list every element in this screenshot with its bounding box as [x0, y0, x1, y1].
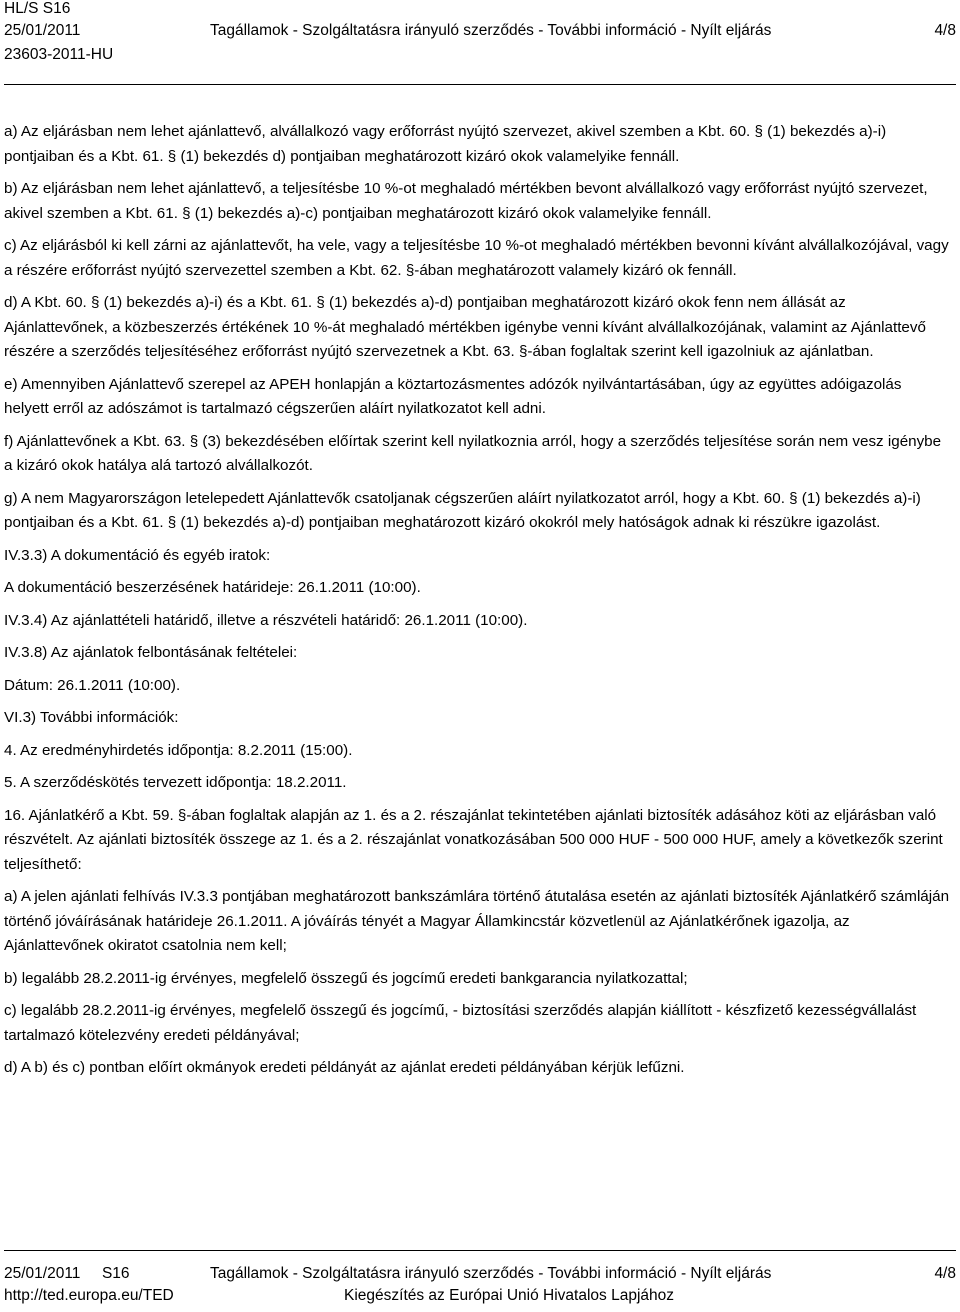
page-header: [4, 0, 956, 68]
section-heading: IV.3.4) Az ajánlattételi határidő, illetve a részvételi határidő: 26.1.2011 (10:00).: [4, 611, 528, 629]
document-body: [4, 120, 950, 1089]
series-label: HL/S S16: [4, 0, 71, 17]
paragraph: b) legalább 28.2.2011-ig érvényes, megfelelő összegű és jogcímű eredeti bankgarancia nyilatkozattal;: [4, 969, 688, 987]
paragraph: g) A nem Magyarországon letelepedett Ajánlattevők csatoljanak cégszerűen aláírt nyilatkozatot arról, hogy a Kbt. 60. § (1) bekezdés a)-i) pontjaiban és a Kbt. 61. § (1) bekezdés a)-d) pontjaiban meghatározott kizáró okokról mely hatóságok adnak ki részükre igazolást.: [4, 489, 921, 531]
footer-date-series: 25/01/2011 S16: [4, 1265, 130, 1282]
footer-publication: Kiegészítés az Európai Unió Hivatalos Lapjához: [344, 1287, 674, 1304]
section-heading: VI.3) További információk:: [4, 709, 179, 726]
document-id: 23603-2011-HU: [4, 46, 114, 63]
footer-page-number: 4/8: [934, 1265, 956, 1282]
paragraph: c) Az eljárásból ki kell zárni az ajánlattevőt, ha vele, vagy a teljesítésbe 10 %-ot meghaladó mértékben bevonni kívánt alvállalkozójával, vagy a részére erőforrást nyújtó szervezettel szemben a Kbt. 62. §-ában meghatározott valamely kizáró ok fennáll.: [4, 237, 949, 279]
paragraph: a) Az eljárásban nem lehet ajánlattevő, alvállalkozó vagy erőforrást nyújtó szervezet, akivel szemben a Kbt. 60. § (1) bekezdés a)-i) pontjaiban és a Kbt. 61. § (1) bekezdés d) pontjaiban meghatározott kizáró okok valamelyike fennáll.: [4, 123, 887, 165]
footer-title: Tagállamok - Szolgáltatásra irányuló szerződés - További információ - Nyílt eljárás: [210, 1265, 772, 1282]
paragraph: A dokumentáció beszerzésének határideje: 26.1.2011 (10:00).: [4, 579, 421, 596]
paragraph: a) A jelen ajánlati felhívás IV.3.3 pontjában meghatározott bankszámlára történő átutalása esetén az ajánlati biztosíték Ajánlatkérő számláján történő jóváírásának határideje 26.1.2011. A jóváírás tényét a Magyar Államkincstár közvetlenül az Ajánlatkérőnek igazolja, az Ajánlattevőnek okiratot csatolnia nem kell;: [4, 888, 950, 954]
header-divider: [4, 84, 956, 85]
paragraph: d) A Kbt. 60. § (1) bekezdés a)-i) és a Kbt. 61. § (1) bekezdés a)-d) pontjaiban meghatározott kizáró okok fenn nem állását az Ajánlattevőnek, a közbeszerzés értékének 10 %-át meghaladó mértékben igénybe venni kívánt alvállalkozójának, valamint az Ajánlattevő részére a szerződés teljesítéséhez erőforrást nyújtó szervezetnek a Kbt. 63. §-ában foglaltak szerint kell igazolniuk az ajánlatban.: [4, 294, 926, 360]
paragraph: c) legalább 28.2.2011-ig érvényes, megfelelő összegű és jogcímű, - biztosítási szerződés alapján kiállított - készfizető kezességvállalást tartalmazó kötelezvény eredeti példányával;: [4, 1002, 917, 1044]
section-heading: IV.3.8) Az ajánlatok felbontásának feltételei:: [4, 644, 298, 661]
paragraph: d) A b) és c) pontban előírt okmányok eredeti példányát az ajánlat eredeti példányában kérjük lefűzni.: [4, 1059, 685, 1076]
paragraph: 5. A szerződéskötés tervezett időpontja: 18.2.2011.: [4, 774, 347, 791]
section-heading: IV.3.3) A dokumentáció és egyéb iratok:: [4, 546, 271, 564]
paragraph: 4. Az eredményhirdetés időpontja: 8.2.2011 (15:00).: [4, 741, 353, 759]
paragraph: f) Ajánlattevőnek a Kbt. 63. § (3) bekezdésében előírtak szerint kell nyilatkoznia arról, hogy a szerződés teljesítése során nem vesz igénybe a kizáró okok hatálya alá tartozó alvállalkozót.: [4, 432, 942, 474]
header-date: 25/01/2011: [4, 22, 81, 39]
footer-url: http://ted.europa.eu/TED: [4, 1287, 174, 1304]
page-footer: [4, 1262, 956, 1312]
paragraph: b) Az eljárásban nem lehet ajánlattevő, a teljesítésbe 10 %-ot meghaladó mértékben bevont alvállalkozó vagy erőforrást nyújtó szervezet, akivel szemben a Kbt. 61. § (1) bekezdés a)-c) pontjaiban meghatározott kizáró okok valamelyike fennáll.: [4, 180, 928, 222]
paragraph: 16. Ajánlatkérő a Kbt. 59. §-ában foglaltak alapján az 1. és a 2. részajánlat tekintetében ajánlati biztosíték adásához köti az eljárásban való részvételt. Az ajánlati biztosíték összege az 1. és a 2. részajánlat vonatkozásában 500 000 HUF - 500 000 HUF, amely a következők szerint teljesíthető:: [4, 806, 943, 873]
header-page-number: 4/8: [934, 22, 956, 39]
footer-divider: [4, 1250, 956, 1251]
header-title: Tagállamok - Szolgáltatásra irányuló szerződés - További információ - Nyílt eljárás: [210, 22, 772, 39]
paragraph: e) Amennyiben Ajánlattevő szerepel az APEH honlapján a köztartozásmentes adózók nyilvántartásában, úgy az együttes adóigazolás helyett erről az adószámot is tartalmazó cégszerűen aláírt nyilatkozatot kell adni.: [4, 375, 902, 417]
paragraph: Dátum: 26.1.2011 (10:00).: [4, 676, 181, 694]
